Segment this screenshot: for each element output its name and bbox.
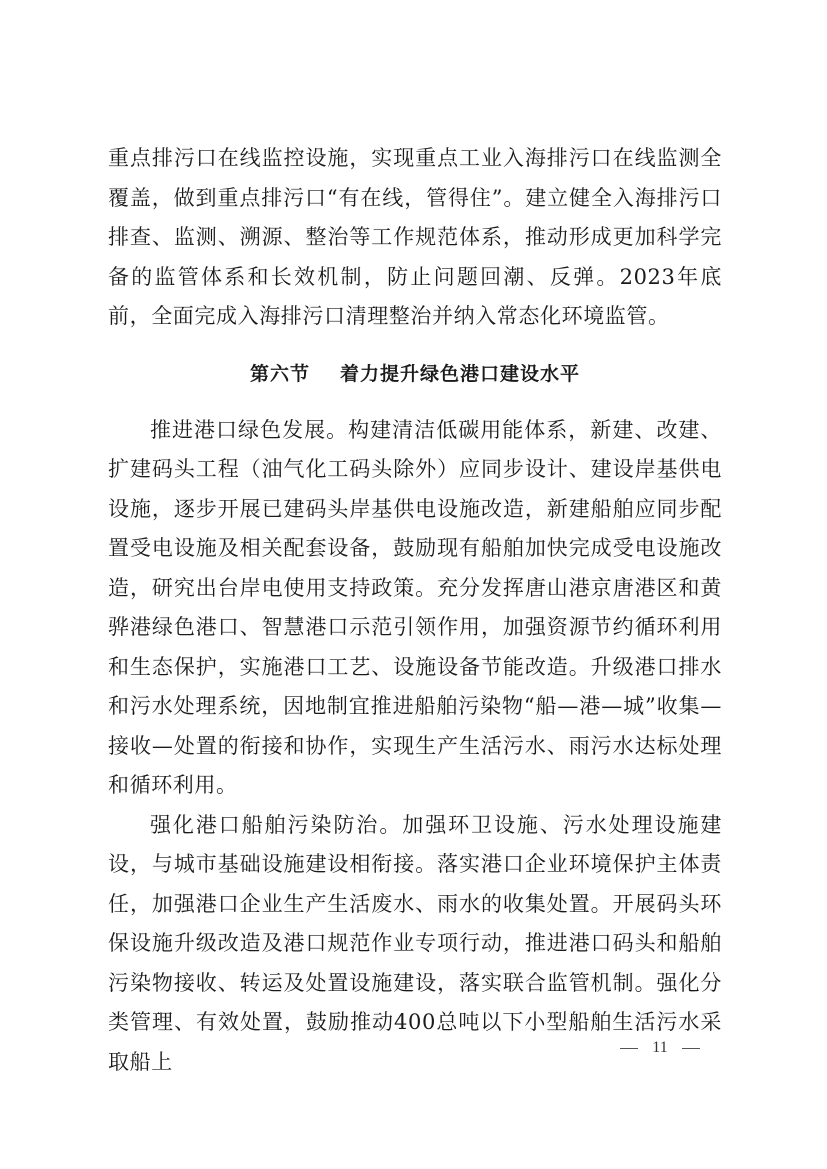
page-number: 11 xyxy=(652,1039,668,1056)
section-number: 第六节 xyxy=(249,362,310,385)
paragraph-pollution-prevention: 强化港口船舶污染防治。加强环卫设施、污水处理设施建设，与城市基础设施建设相衔接。落实港口企业环境保护主体责任，加强港口企业生产生活废水、雨水的收集处置。开展码头环保设施升级改造及港口规范作业专项行动，推进港口码头和船舶污染物接收、转运及处置设施建设，落实联合监管机制。强化分类管理、有效处置，鼓励推动400总吨以下小型船舶生活污水采取船上 xyxy=(108,812,722,1074)
document-body xyxy=(108,139,722,1082)
footer-dash-left xyxy=(620,1048,638,1049)
page-footer xyxy=(620,1037,700,1059)
section-heading xyxy=(108,359,722,389)
section-title: 着力提升绿色港口建设水平 xyxy=(340,362,581,385)
footer-dash-right xyxy=(682,1048,700,1049)
paragraph-green-port: 推进港口绿色发展。构建清洁低碳用能体系，新建、改建、扩建码头工程（油气化工码头除外）应同步设计、建设岸基供电设施，逐步开展已建码头岸基供电设施改造，新建船舶应同步配置受电设施及相关配套设备，鼓励现有船舶加快完成受电设施改造，研究出台岸电使用支持政策。充分发挥唐山港京唐港区和黄骅港绿色港口、智慧港口示范引领作用，加强资源节约循环利用和生态保护，实施港口工艺、设施设备节能改造。升级港口排水和污水处理系统，因地制宜推进船舶污染物“船—港—城”收集—接收—处置的衔接和协作，实现生产生活污水、雨污水达标处理和循环利用。 xyxy=(108,417,722,797)
paragraph-continuation: 重点排污口在线监控设施，实现重点工业入海排污口在线监测全覆盖，做到重点排污口“有在线，管得住”。建立健全入海排污口排查、监测、溯源、整治等工作规范体系，推动形成更加科学完备的监管体系和长效机制，防止问题回潮、反弹。2023年底前，全面完成入海排污口清理整治并纳入常态化环境监管。 xyxy=(108,146,722,328)
